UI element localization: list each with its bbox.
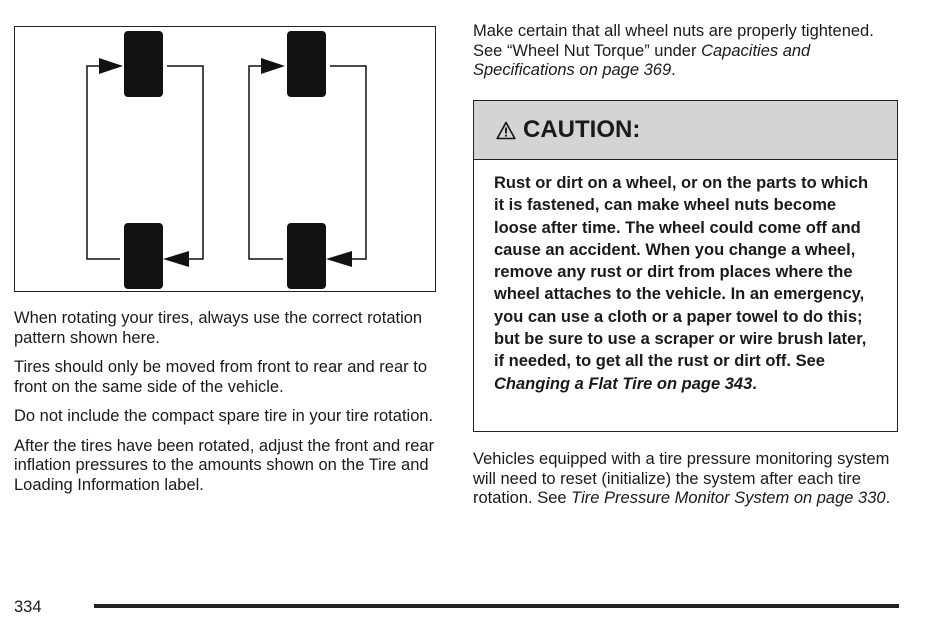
path-rear-to-front-right	[249, 66, 283, 259]
warning-triangle-icon	[496, 121, 516, 140]
tire-right-front	[287, 31, 326, 97]
inflation-paragraph: After the tires have been rotated, adjust the front and rear inflation pressures to the amounts shown on the Tire and Loading Information label.	[14, 436, 435, 494]
caution-body	[474, 160, 897, 395]
path-front-to-rear-right	[330, 66, 366, 259]
page-number: 334	[14, 598, 42, 616]
caution-title: CAUTION:	[523, 116, 641, 143]
caution-box	[473, 100, 898, 432]
tpms-end: .	[885, 489, 891, 507]
arrow-head-right-front	[261, 58, 285, 74]
caution-header	[474, 101, 897, 160]
wheel-nut-text: Make certain that all wheel nuts are properly tightened. See “Wheel Nut Torque” under	[473, 22, 874, 60]
caution-end: .	[752, 374, 757, 393]
tire-left-front	[124, 31, 163, 97]
wheel-nut-paragraph	[473, 22, 903, 81]
tpms-reference-link[interactable]: Tire Pressure Monitor System on page 330	[571, 489, 886, 507]
tpms-text: Vehicles equipped with a tire pressure monitoring system will need to reset (initialize) the system after each tire rotation. See	[473, 450, 890, 507]
tire-rotation-diagram	[14, 26, 436, 292]
arrow-head-left-rear	[163, 251, 189, 267]
rotation-pattern-paragraph: When rotating your tires, always use the correct rotation pattern shown here.	[14, 309, 423, 347]
path-front-to-rear-left	[167, 66, 203, 259]
same-side-paragraph: Tires should only be moved from front to rear and rear to front on the same side of the vehicle.	[14, 358, 427, 396]
arrow-head-right-rear	[326, 251, 352, 267]
tire-left-rear	[124, 223, 163, 289]
flat-tire-reference-link[interactable]: Changing a Flat Tire on page 343	[494, 374, 753, 393]
path-rear-to-front-left	[87, 66, 120, 259]
footer-rule	[94, 604, 899, 608]
caution-text: Rust or dirt on a wheel, or on the parts to which it is fastened, can make wheel nuts become loose after time. The wheel could come off and cause an accident. When you change a wheel, remove any rust or dirt from places where the wheel attaches to the vehicle. In an emergency, you can use a cloth or a paper towel to do this; but be sure to use a scraper or wire brush later, if needed, to get all the rust or dirt off. See	[494, 174, 869, 371]
tire-right-rear	[287, 223, 326, 289]
rotation-pattern-graphic	[15, 27, 437, 293]
compact-spare-paragraph: Do not include the compact spare tire in your tire rotation.	[14, 407, 434, 425]
capacities-reference-link[interactable]: Capacities and Specifications on page 369	[473, 41, 811, 79]
wheel-nut-end: .	[671, 61, 676, 79]
tpms-paragraph	[473, 450, 903, 509]
arrow-head-left-front	[99, 58, 123, 74]
left-column	[14, 309, 439, 505]
